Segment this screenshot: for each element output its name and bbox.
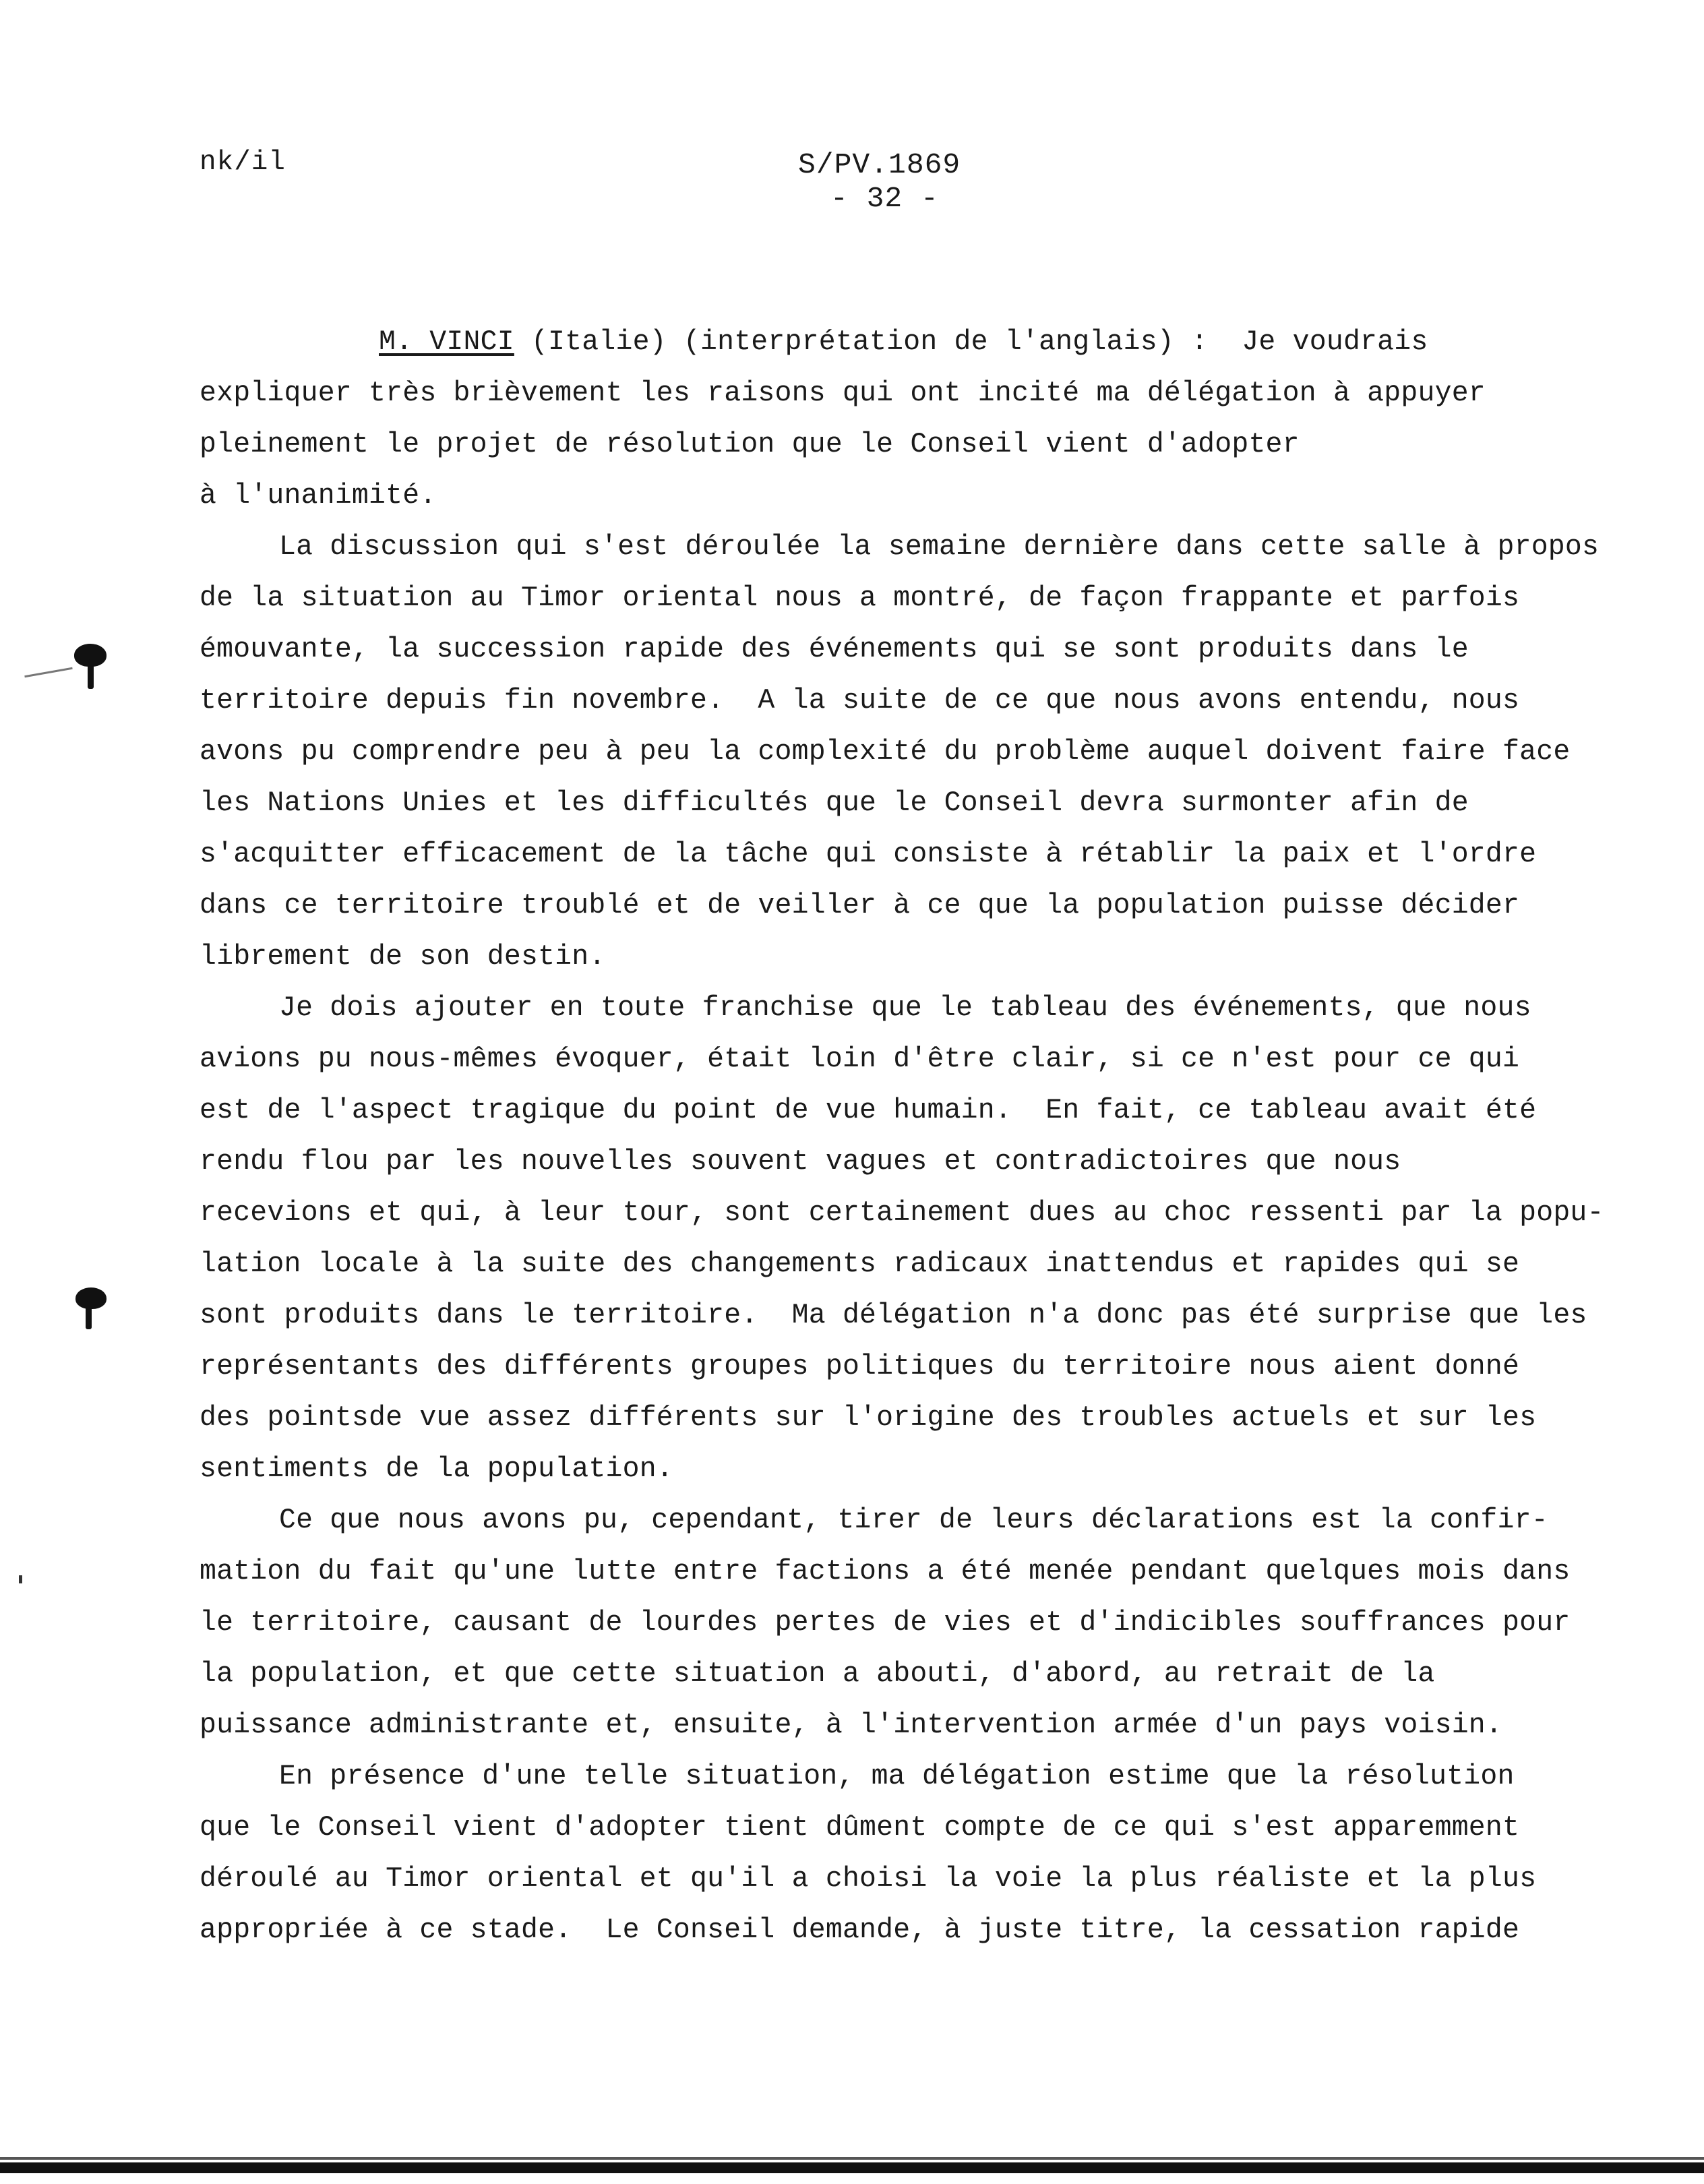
- text-line: lation locale à la suite des changements radicaux inattendus et rapides qui se: [200, 1248, 1520, 1280]
- scan-bottom-border: [0, 2162, 1704, 2173]
- text-line: appropriée à ce stade. Le Conseil demande, à juste titre, la cessation rapide: [200, 1914, 1520, 1946]
- text-line: puissance administrante et, ensuite, à l'intervention armée d'un pays voisin.: [200, 1709, 1503, 1741]
- text-line: recevions et qui, à leur tour, sont certainement dues au choc ressenti par la popu-: [200, 1197, 1604, 1229]
- text-line: que le Conseil vient d'adopter tient dûment compte de ce qui s'est apparemment: [200, 1812, 1520, 1844]
- punch-hole-mark-top-stem: [88, 659, 94, 689]
- text-line: des pointsde vue assez différents sur l'origine des troubles actuels et sur les: [200, 1402, 1537, 1434]
- text-line: représentants des différents groupes politiques du territoire nous aient donné: [200, 1351, 1520, 1383]
- text-line: émouvante, la succession rapide des événements qui se sont produits dans le: [200, 634, 1469, 665]
- text-line: mation du fait qu'une lutte entre factions a été menée pendant quelques mois dans: [200, 1556, 1571, 1587]
- speaker-intro: (Italie) (interprétation de l'anglais) : Je voudrais: [514, 326, 1428, 358]
- text-line: est de l'aspect tragique du point de vue humain. En fait, ce tableau avait été: [200, 1095, 1537, 1126]
- text-line: le territoire, causant de lourdes pertes de vies et d'indicibles souffrances pour: [200, 1607, 1571, 1639]
- paragraph-start-line: Ce que nous avons pu, cependant, tirer de leurs déclarations est la confir-: [279, 1505, 1548, 1536]
- speech-body: [200, 317, 1615, 1956]
- text-line: avions pu nous-mêmes évoquer, était loin d'être clair, si ce n'est pour ce qui: [200, 1043, 1520, 1075]
- page-number: - 32 -: [830, 182, 939, 215]
- punch-hole-mark-middle-stem: [86, 1301, 92, 1329]
- paragraph-start-line: Je dois ajouter en toute franchise que le tableau des événements, que nous: [279, 992, 1531, 1024]
- text-line: sont produits dans le territoire. Ma délégation n'a donc pas été surprise que les: [200, 1300, 1587, 1331]
- text-line: la population, et que cette situation a abouti, d'abord, au retrait de la: [200, 1658, 1435, 1690]
- text-line: avons pu comprendre peu à peu la complexité du problème auquel doivent faire face: [200, 736, 1571, 768]
- text-line: de la situation au Timor oriental nous a montré, de façon frappante et parfois: [200, 582, 1520, 614]
- paragraph-start-line: En présence d'une telle situation, ma délégation estime que la résolution: [279, 1761, 1515, 1792]
- text-line: rendu flou par les nouvelles souvent vagues et contradictoires que nous: [200, 1146, 1401, 1178]
- speech-opening-line: [200, 317, 1615, 368]
- text-line: expliquer très brièvement les raisons qui ont incité ma délégation à appuyer: [200, 377, 1486, 409]
- scan-edge-line: [0, 2157, 1704, 2160]
- paragraph-start-line: La discussion qui s'est déroulée la semaine dernière dans cette salle à propos: [279, 531, 1600, 563]
- text-line: librement de son destin.: [200, 941, 606, 973]
- text-line: pleinement le projet de résolution que le Conseil vient d'adopter: [200, 429, 1300, 460]
- reference-code: nk/il: [200, 147, 286, 178]
- text-line: déroulé au Timor oriental et qu'il a choisi la voie la plus réaliste et la plus: [200, 1863, 1537, 1895]
- text-line: territoire depuis fin novembre. A la suite de ce que nous avons entendu, nous: [200, 685, 1520, 717]
- text-line: les Nations Unies et les difficultés que le Conseil devra surmonter afin de: [200, 787, 1469, 819]
- scan-smudge: [24, 667, 72, 677]
- text-line: s'acquitter efficacement de la tâche qui consiste à rétablir la paix et l'ordre: [200, 839, 1537, 870]
- speaker-name: M. VINCI: [379, 326, 514, 358]
- text-line: dans ce territoire troublé et de veiller à ce que la population puisse décider: [200, 890, 1520, 921]
- text-line: sentiments de la population.: [200, 1453, 673, 1485]
- document-symbol: S/PV.1869: [798, 148, 961, 181]
- scan-speck: [19, 1575, 22, 1583]
- text-line: à l'unanimité.: [200, 480, 437, 512]
